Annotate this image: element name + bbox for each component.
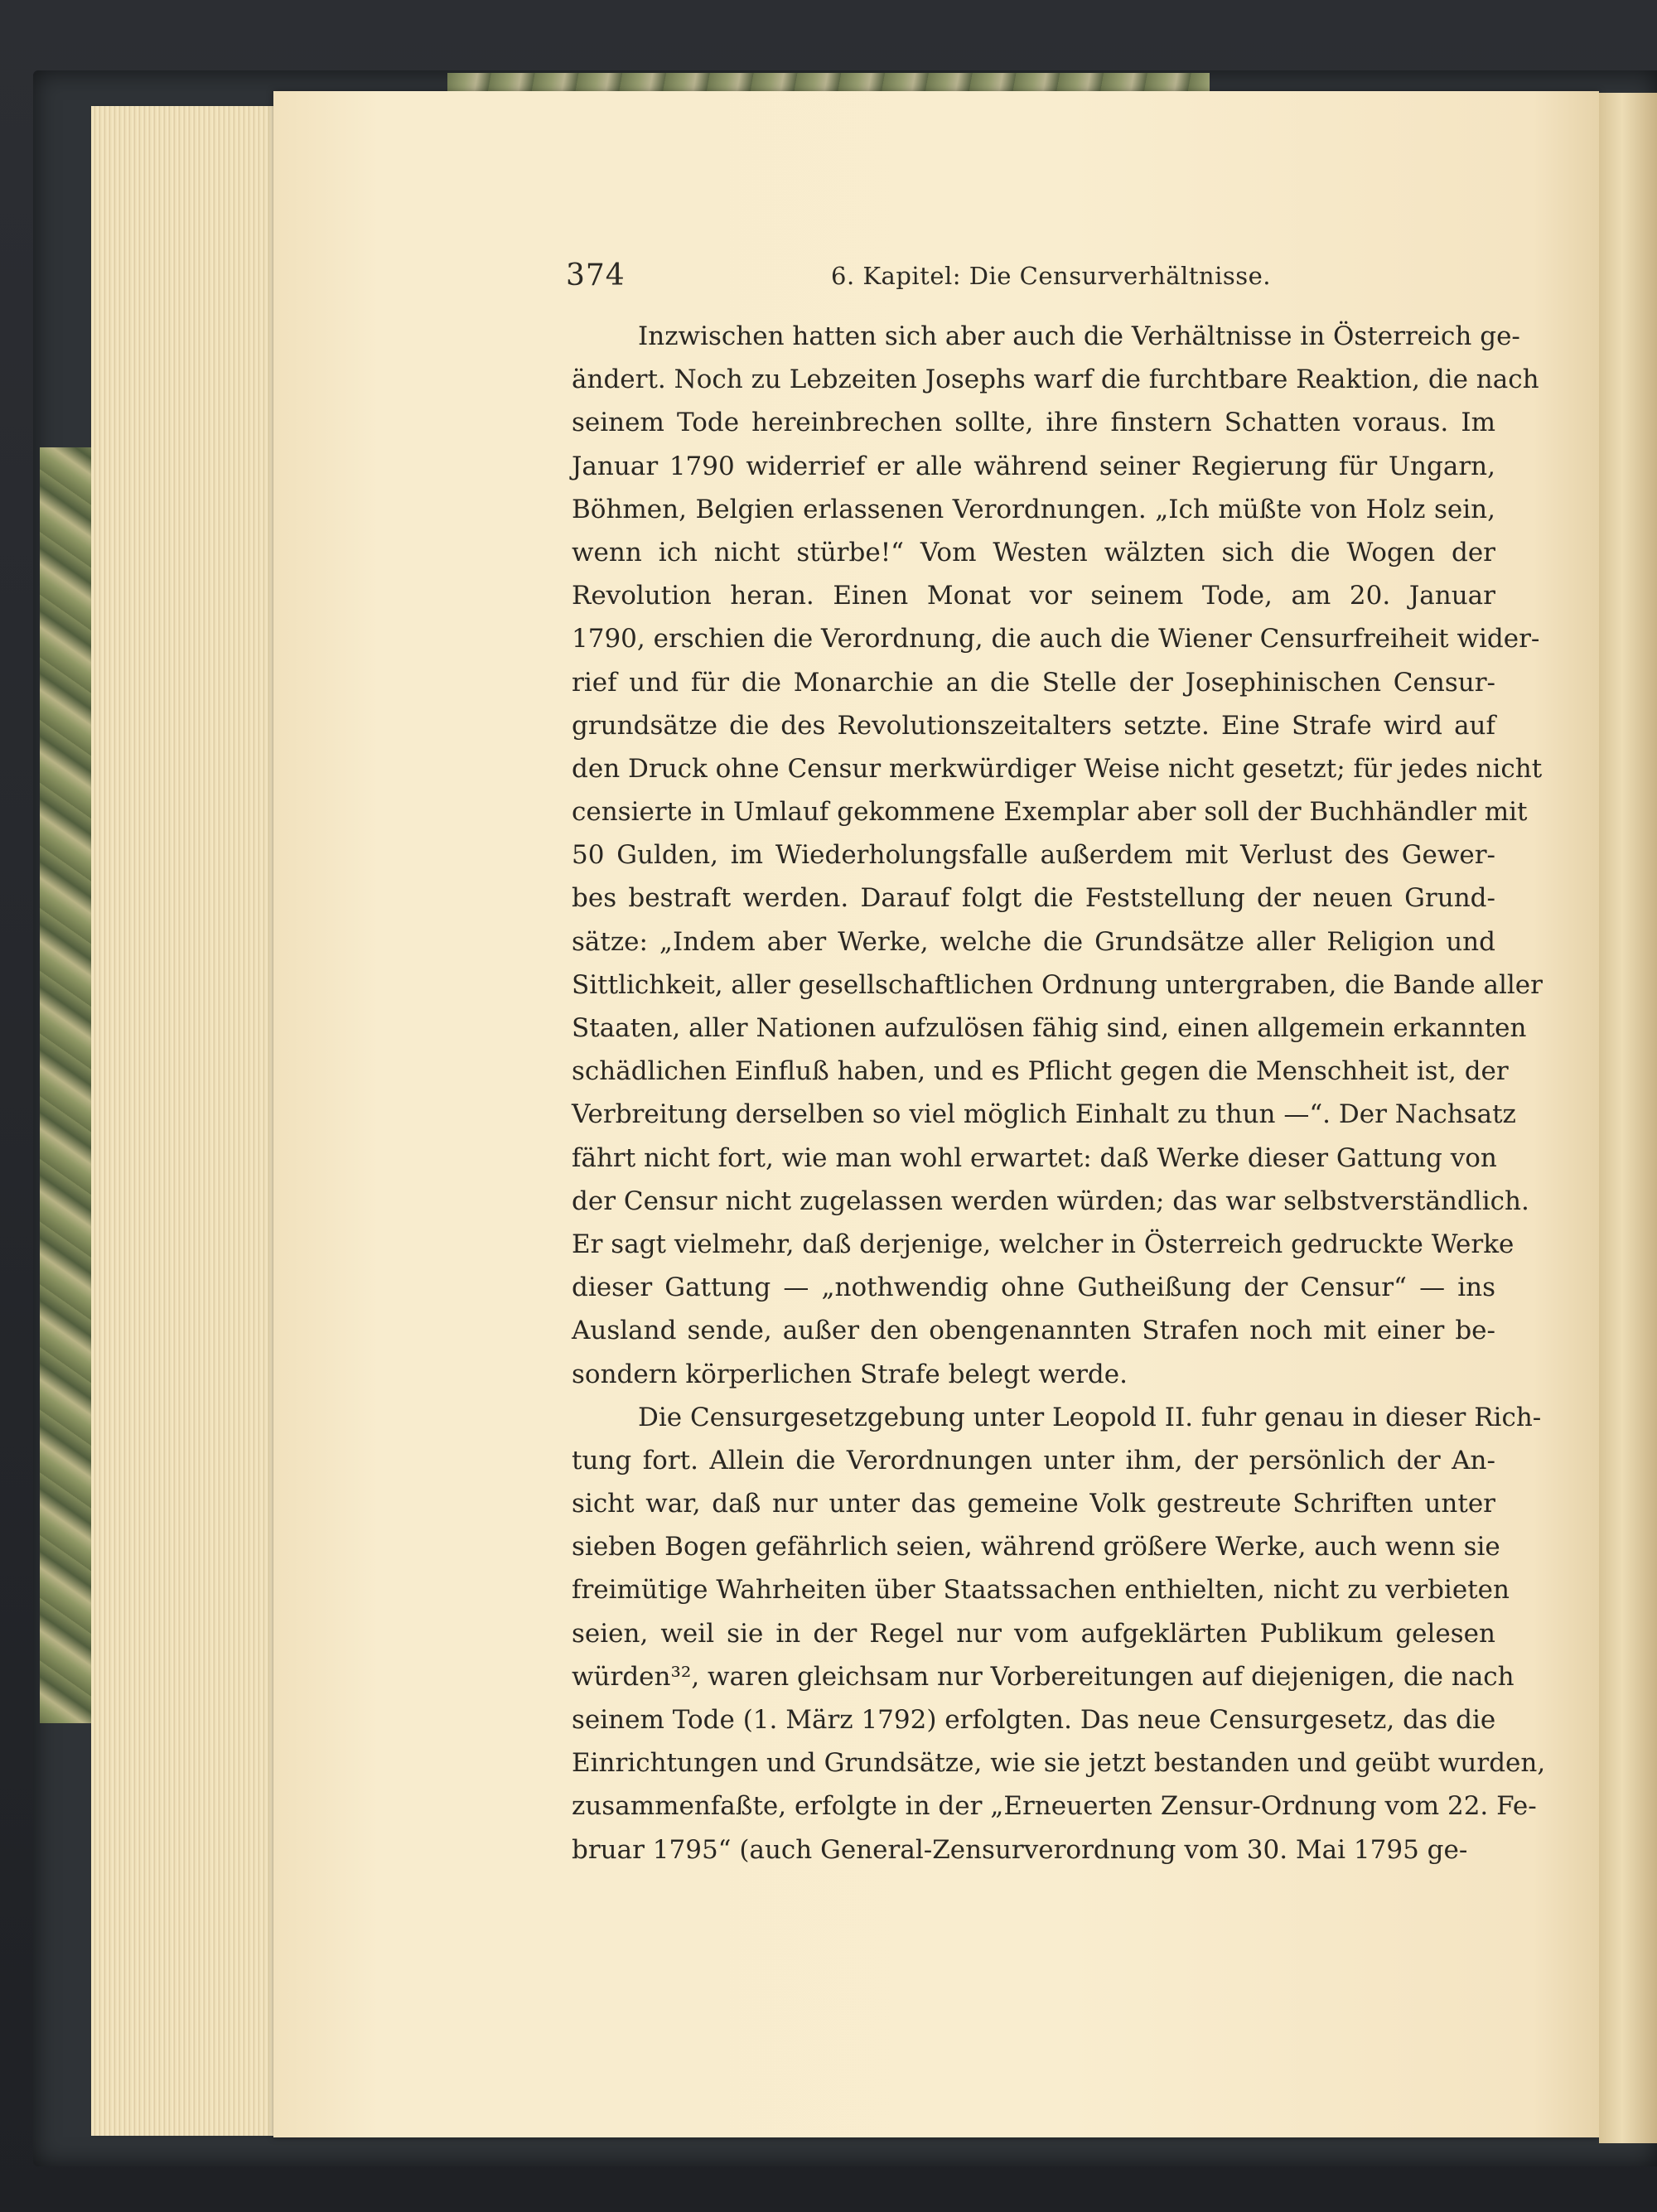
text-line: sondern körperlichen Strafe belegt werde.: [572, 1359, 1128, 1389]
text-line: Die Censurgesetzgebung unter Leopold II. fuhr genau in dieser Rich-: [638, 1402, 1542, 1432]
text-line: 1790, erschien die Verordnung, die auch die Wiener Censurfreiheit wider-: [572, 624, 1540, 654]
running-head: [566, 258, 1494, 300]
text-line: grundsätze die des Revolutionszeitalters setzte. Eine Strafe wird auf: [572, 710, 1495, 741]
chapter-title: 6. Kapitel: Die Censurverhältnisse.: [831, 262, 1272, 290]
text-line: freimütige Wahrheiten über Staatssachen enthielten, nicht zu verbieten: [572, 1575, 1510, 1606]
text-line: Ausland sende, außer den obengenannten Strafen noch mit einer be-: [572, 1316, 1495, 1346]
page-number: 374: [566, 258, 626, 292]
text-line: rief und für die Monarchie an die Stelle der Josephinischen Censur-: [572, 667, 1495, 698]
text-line: Sittlichkeit, aller gesellschaftlichen Ordnung untergraben, die Bande aller: [572, 969, 1543, 1000]
paragraph: [572, 315, 1543, 1396]
text-line: sätze: „Indem aber Werke, welche die Grundsätze aller Religion und: [572, 926, 1495, 957]
text-line: seinem Tode (1. März 1792) erfolgten. Das neue Censurgesetz, das die: [572, 1705, 1496, 1735]
body-text: [572, 315, 1546, 1872]
facing-page-edge: [1599, 93, 1657, 2143]
paragraph: [572, 1396, 1546, 1872]
text-line: ändert. Noch zu Lebzeiten Josephs warf die furchtbare Reaktion, die nach: [572, 365, 1539, 395]
text-line: tung fort. Allein die Verordnungen unter ihm, der persönlich der An-: [572, 1445, 1495, 1475]
text-line: 50 Gulden, im Wiederholungsfalle außerdem mit Verlust des Gewer-: [572, 840, 1495, 871]
text-line: sieben Bogen gefährlich seien, während größere Werke, auch wenn sie: [572, 1532, 1500, 1562]
marbled-endpaper: [40, 447, 93, 1723]
text-line: seien, weil sie in der Regel nur vom aufgeklärten Publikum gelesen: [572, 1618, 1495, 1649]
text-line: Revolution heran. Einen Monat vor seinem Tode, am 20. Januar: [572, 581, 1495, 611]
text-line: den Druck ohne Censur merkwürdiger Weise nicht gesetzt; für jedes nicht: [572, 753, 1543, 784]
text-line: wenn ich nicht stürbe!“ Vom Westen wälzten sich die Wogen der: [572, 537, 1495, 567]
text-line: Staaten, aller Nationen aufzulösen fähig sind, einen allgemein erkannten: [572, 1013, 1527, 1043]
text-line: bruar 1795“ (auch General-Zensurverordnung vom 30. Mai 1795 ge-: [572, 1834, 1468, 1865]
text-line: fährt nicht fort, wie man wohl erwartet: daß Werke dieser Gattung von: [572, 1142, 1497, 1173]
text-line: seinem Tode hereinbrechen sollte, ihre finstern Schatten voraus. Im: [572, 408, 1495, 438]
text-line: Januar 1790 widerrief er alle während seiner Regierung für Ungarn,: [572, 451, 1495, 481]
text-line: Einrichtungen und Grundsätze, wie sie jetzt bestanden und geübt wurden,: [572, 1748, 1546, 1779]
text-line: Er sagt vielmehr, daß derjenige, welcher in Österreich gedruckte Werke: [572, 1229, 1514, 1259]
text-line: der Censur nicht zugelassen werden würden; das war selbstverständlich.: [572, 1186, 1529, 1216]
text-line: Inzwischen hatten sich aber auch die Verhältnisse in Österreich ge-: [638, 321, 1520, 351]
text-line: Böhmen, Belgien erlassenen Verordnungen. „Ich müßte von Holz sein,: [572, 494, 1495, 524]
text-line: zusammenfaßte, erfolgte in der „Erneuerten Zensur-Ordnung vom 22. Fe-: [572, 1791, 1537, 1822]
text-line: Verbreitung derselben so viel möglich Einhalt zu thun —“. Der Nachsatz: [572, 1099, 1516, 1130]
text-line: dieser Gattung — „nothwendig ohne Gutheißung der Censur“ — ins: [572, 1273, 1495, 1303]
text-line: bes bestraft werden. Darauf folgt die Feststellung der neuen Grund-: [572, 883, 1495, 914]
text-line: würden³², waren gleichsam nur Vorbereitungen auf diejenigen, die nach: [572, 1661, 1514, 1692]
text-line: censierte in Umlauf gekommene Exemplar aber soll der Buchhändler mit: [572, 797, 1528, 828]
text-line: schädlichen Einfluß haben, und es Pflicht gegen die Menschheit ist, der: [572, 1056, 1509, 1087]
text-line: sicht war, daß nur unter das gemeine Volk gestreute Schriften unter: [572, 1489, 1495, 1519]
